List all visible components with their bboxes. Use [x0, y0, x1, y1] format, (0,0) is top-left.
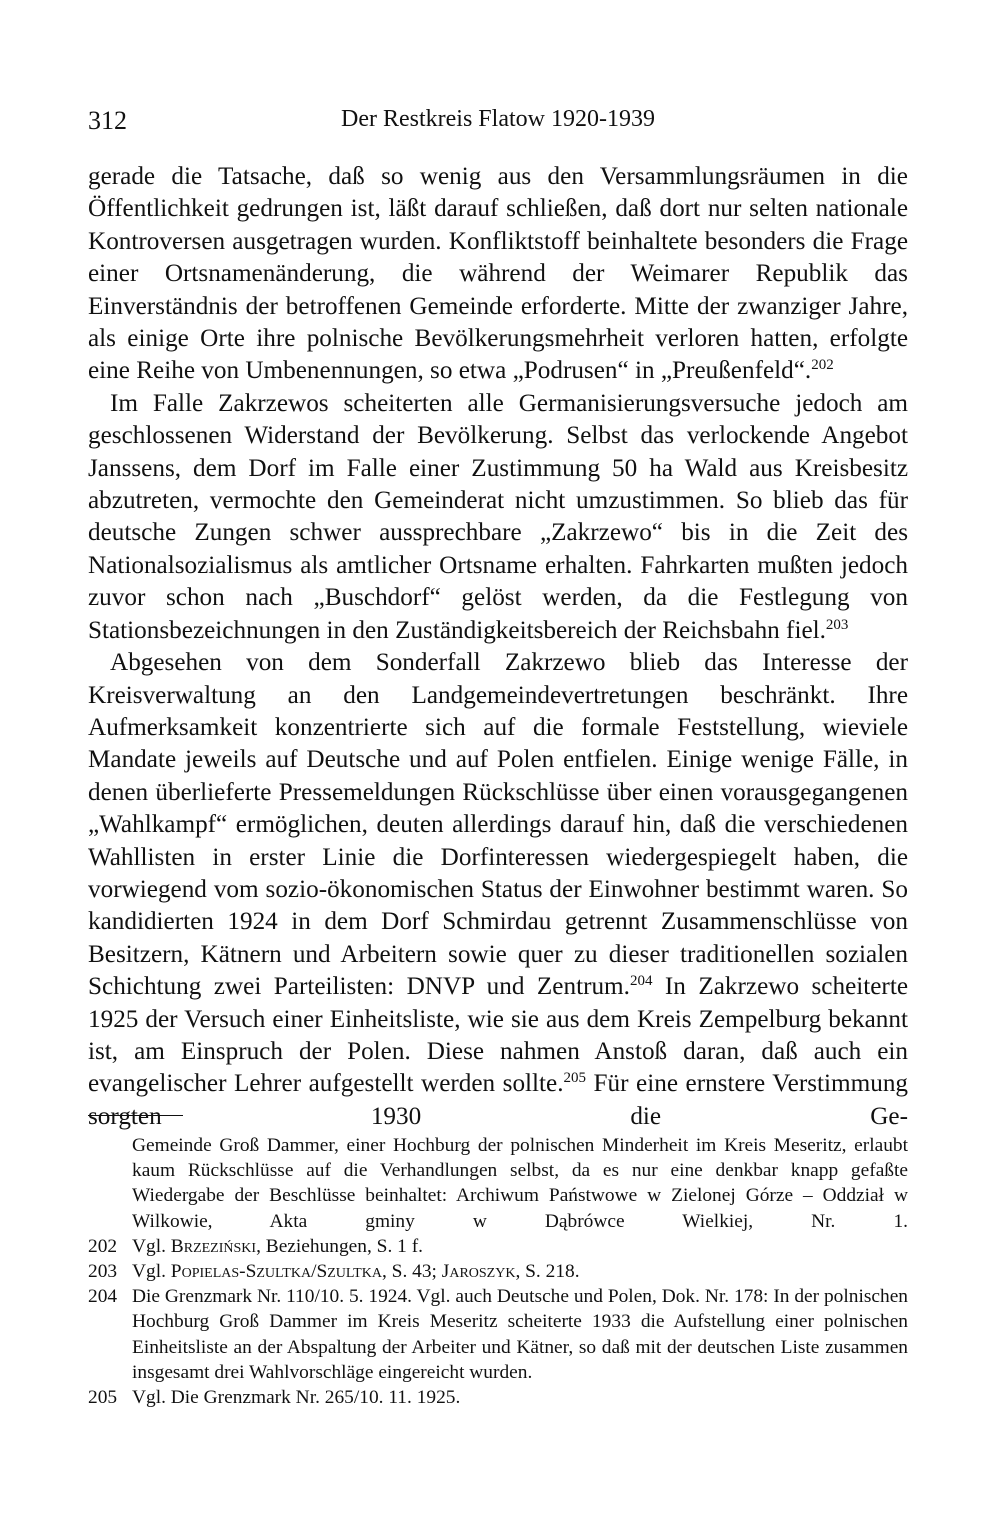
paragraph-text: gerade die Tatsache, daß so wenig aus den Versammlungsräumen in die Öffentlichkeit gedrungen ist, läßt darauf schließen, daß dort nur selten nationale Kontroversen ausgetragen wurden. Konfliktstoff beinhaltete besonders die Frage einer Ortsnamenänderung, die während der Weimarer Republik das Einverständnis der betroffenen Gemeinde erforderte. Mitte der zwanziger Jahre, als einige Orte ihre polnische Bevölkerungsmehrheit verloren hatten, erfolgte eine Reihe von Umbenennungen, so etwa „Podrusen“ in „Preußenfeld“. — [88, 163, 908, 385]
footnote-205 — [88, 1385, 908, 1410]
paragraph-text: In Zakrzewo scheiterte 1925 der Versuch einer Einheitsliste, wie sie aus dem Kreis Zempelburg bekannt ist, am Einspruch der Polen. Diese nahmen Anstoß daran, daß auch ein evangelischer Lehrer aufgestellt werden sollte. — [88, 973, 908, 1098]
page-header — [88, 100, 908, 140]
footnote-divider — [88, 1115, 183, 1116]
paragraph-text: Abgesehen von dem Sonderfall Zakrzewo blieb das Interesse der Kreisverwaltung an den Landgemeindevertretungen beschränkt. Ihre Aufmerksamkeit konzentrierte sich auf die formale Feststellung, wieviele Mandate jeweils auf Deutsche und auf Polen entfielen. Einige wenige Fälle, in denen überlieferte Pressemeldungen Rückschlüsse über einen vorausgegangenen „Wahlkampf“ ermöglichen, deuten allerdings darauf hin, daß die verschiedenen Wahllisten in erster Linie die Dorfinteressen wiedergespiegelt haben, die vorwiegend vom sozio-ökonomischen Status der Einwohner bestimmt waren. So kandidierten 1924 in dem Dorf Schmirdau getrennt Zusammenschlüsse von Besitzern, Kätnern und Arbeitern sowie quer zu dieser traditionellen sozialen Schichtung zwei Parteilisten: DNVP und Zentrum. — [88, 649, 908, 1001]
footnote-number: 205 — [88, 1387, 118, 1409]
footnote-text-part: , S. 218. — [515, 1261, 580, 1283]
paragraph — [88, 388, 908, 647]
footnote-text-part: , S. 43; — [381, 1261, 442, 1283]
footnotes — [88, 1133, 908, 1410]
footnote-text: Vgl. Die Grenzmark Nr. 265/10. 11. 1925. — [132, 1387, 461, 1409]
footnote-ref: 204 — [629, 973, 653, 990]
footnote-text: Die Grenzmark Nr. 110/10. 5. 1924. Vgl. auch Deutsche und Polen, Dok. Nr. 178: In der polnischen Hochburg Groß Dammer im Kreis Meseritz scheiterte 1933 die Aufstellung einer polnischen Einheitsliste an der Abspaltung der Arbeiter und Kätner, so daß mit der deutschen Liste zusammen insgesamt drei Wahlvorschläge eingereicht wurden. — [132, 1286, 908, 1383]
body-text — [88, 161, 908, 1133]
footnote-text-part: Vgl. — [132, 1235, 171, 1257]
footnote-ref: 205 — [563, 1070, 587, 1087]
footnote-203 — [88, 1259, 908, 1284]
footnote-number: 204 — [88, 1286, 118, 1308]
footnote-author: Jaroszyk — [441, 1261, 516, 1283]
footnote-text — [132, 1234, 908, 1259]
footnote-ref: 203 — [825, 616, 849, 633]
page-number: 312 — [88, 106, 127, 135]
footnote-text — [132, 1259, 908, 1284]
paragraph — [88, 647, 908, 1133]
footnote-text-part: Vgl. — [132, 1261, 171, 1283]
footnote-204 — [88, 1284, 908, 1385]
footnote-number: 203 — [88, 1261, 118, 1283]
footnote-author: Brzeziński — [170, 1235, 257, 1257]
paragraph-text: Für eine ernstere Verstimmung sorgten 1930 die Ge- — [88, 1070, 909, 1130]
paragraph-text: Im Falle Zakrzewos scheiterten alle Germanisierungsversuche jedoch am geschlossenen Widerstand der Bevölkerung. Selbst das verlockende Angebot Janssens, dem Dorf im Falle einer Zustimmung 50 ha Wald aus Kreisbesitz abzutreten, vermochte den Gemeinderat nicht umzustimmen. So blieb das für deutsche Zungen schwer aussprechbare „Zakrzewo“ bis in die Zeit des Nationalsozialismus als amtlicher Ortsname erhalten. Fahrkarten mußten jedoch zuvor schon nach „Buschdorf“ gelöst werden, da die Festlegung von Stationsbezeichnungen in den Zuständigkeitsbereich der Reichsbahn fiel. — [88, 389, 908, 644]
footnote-author: Popielas-Szultka/Szultka — [170, 1261, 382, 1283]
footnote-continuation: Gemeinde Groß Dammer, einer Hochburg der polnischen Minderheit im Kreis Meseritz, erlaubt kaum Rückschlüsse auf die Verhandlungen selbst, da es nur eine denkbar knapp gefaßte Wiedergabe der Beschlüsse beinhaltet: Archiwum Państwowe w Zielonej Górze – Oddział w Wilkowie, Akta gminy w Dąbrówce Wielkiej, Nr. 1. — [132, 1135, 908, 1232]
footnote-number: 202 — [88, 1235, 118, 1257]
running-title: Der Restkreis Flatow 1920-1939 — [341, 106, 655, 132]
paragraph — [88, 161, 908, 388]
footnote-text-part: , Beziehungen, S. 1 f. — [256, 1235, 424, 1257]
footnote-202 — [88, 1234, 908, 1259]
footnote-ref: 202 — [811, 357, 834, 374]
